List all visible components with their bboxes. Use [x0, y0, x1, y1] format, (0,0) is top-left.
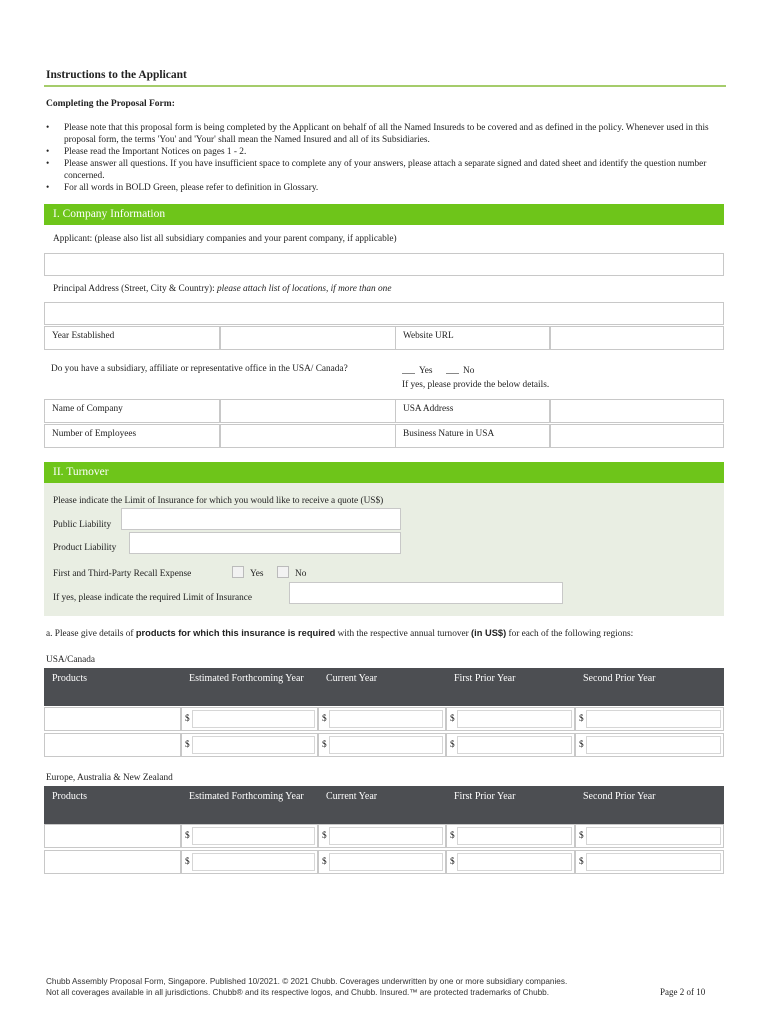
- address-label-text: Principal Address (Street, City & Country):: [53, 284, 217, 294]
- col-first-prior-year: First Prior Year: [446, 668, 575, 706]
- company-name-input[interactable]: [220, 399, 396, 423]
- page-footer: [46, 976, 567, 998]
- footer-line-2: Not all coverages available in all jurisdictions. Chubb® and its respective logos, and Chubb. Insured.™ are protected trademarks of Chubb.: [46, 988, 550, 997]
- usa-address-input[interactable]: [550, 399, 724, 423]
- employees-label: Number of Employees: [44, 424, 220, 448]
- footer-line-1: Chubb Assembly Proposal Form, Singapore. Published 10/2021. © 2021 Chubb. Coverages underwritten by one or more subsidiary companies.: [46, 977, 568, 986]
- currency-symbol: $: [450, 831, 455, 841]
- current-year-input[interactable]: [318, 824, 446, 848]
- col-first-prior-year: First Prior Year: [446, 786, 575, 824]
- details-prefix: a. Please give details of: [46, 629, 136, 639]
- page-number: Page 2 of 10: [660, 987, 706, 997]
- usa-no-checkbox[interactable]: [446, 366, 459, 374]
- recall-no-label: No: [295, 569, 307, 579]
- first-prior-year-input[interactable]: [446, 824, 575, 848]
- applicant-label: Applicant: (please also list all subsidiary companies and your parent company, if applicable): [53, 234, 397, 244]
- second-prior-year-input[interactable]: [575, 733, 724, 757]
- col-current-year: Current Year: [318, 786, 446, 824]
- address-hint: please attach list of locations, if more than one: [216, 284, 392, 294]
- second-prior-year-input[interactable]: [575, 824, 724, 848]
- col-estimated-year: Estimated Forthcoming Year: [181, 668, 318, 706]
- product-input[interactable]: [44, 824, 181, 848]
- details-bold2: (in US$): [471, 628, 507, 638]
- address-label: [53, 284, 391, 294]
- second-prior-year-input[interactable]: [575, 707, 724, 731]
- instructions-divider: [44, 85, 726, 87]
- currency-symbol: $: [185, 740, 190, 750]
- company-name-label: Name of Company: [44, 399, 220, 423]
- currency-symbol: $: [185, 857, 190, 867]
- product-input[interactable]: [44, 733, 181, 757]
- turnover-section-header: II. Turnover: [44, 462, 724, 483]
- estimated-year-input[interactable]: [181, 707, 318, 731]
- usa-office-question: Do you have a subsidiary, affiliate or representative office in the USA/ Canada?: [44, 356, 394, 396]
- product-liability-input[interactable]: [129, 532, 401, 554]
- estimated-year-input[interactable]: [181, 850, 318, 874]
- product-input[interactable]: [44, 850, 181, 874]
- currency-symbol: $: [322, 740, 327, 750]
- products-details-question: [46, 628, 633, 639]
- estimated-year-input[interactable]: [181, 733, 318, 757]
- usa-yes-checkbox[interactable]: [402, 366, 415, 374]
- limit-question: Please indicate the Limit of Insurance for which you would like to receive a quote (US$): [53, 496, 384, 506]
- current-year-input[interactable]: [318, 707, 446, 731]
- first-prior-year-input[interactable]: [446, 733, 575, 757]
- currency-symbol: $: [579, 740, 584, 750]
- col-current-year: Current Year: [318, 668, 446, 706]
- currency-symbol: $: [185, 831, 190, 841]
- currency-symbol: $: [322, 857, 327, 867]
- year-established-input[interactable]: [220, 326, 396, 350]
- currency-symbol: $: [579, 714, 584, 724]
- instruction-item: • Please note that this proposal form is being completed by the Applicant on behalf of all the Named Insureds to be covered and as defined in the policy. Whenever used in this proposal form, the terms 'You' and 'Your' shall mean the Named Insured and all of its Subsidiaries.: [46, 122, 736, 146]
- website-url-input[interactable]: [550, 326, 724, 350]
- details-middle: with the respective annual turnover: [335, 629, 472, 639]
- usa-yes-label: Yes: [419, 366, 433, 376]
- recall-yes-label: Yes: [250, 569, 264, 579]
- public-liability-label: Public Liability: [53, 520, 112, 530]
- currency-symbol: $: [185, 714, 190, 724]
- current-year-input[interactable]: [318, 850, 446, 874]
- instruction-item: • Please read the Important Notices on pages 1 - 2.: [46, 146, 736, 158]
- region-europe-aus-nz: Europe, Australia & New Zealand: [46, 773, 173, 783]
- instruction-item: • For all words in BOLD Green, please refer to definition in Glossary.: [46, 182, 736, 194]
- currency-symbol: $: [579, 831, 584, 841]
- product-input[interactable]: [44, 707, 181, 731]
- currency-symbol: $: [322, 714, 327, 724]
- recall-expense-label: First and Third-Party Recall Expense: [53, 569, 192, 579]
- currency-symbol: $: [450, 740, 455, 750]
- currency-symbol: $: [579, 857, 584, 867]
- usa-no-label: No: [463, 366, 475, 376]
- details-suffix: for each of the following regions:: [506, 629, 634, 639]
- col-second-prior-year: Second Prior Year: [575, 668, 724, 706]
- instructions-title: Instructions to the Applicant: [46, 69, 187, 81]
- website-url-label: Website URL: [395, 326, 550, 350]
- business-nature-input[interactable]: [550, 424, 724, 448]
- col-products: Products: [44, 668, 181, 706]
- col-second-prior-year: Second Prior Year: [575, 786, 724, 824]
- currency-symbol: $: [450, 714, 455, 724]
- instructions-subtitle: Completing the Proposal Form:: [46, 99, 175, 109]
- instruction-item: • Please answer all questions. If you have insufficient space to complete any of your answers, please attach a separate signed and dated sheet and identify the question number concerned.: [46, 158, 736, 182]
- current-year-input[interactable]: [318, 733, 446, 757]
- address-input[interactable]: [44, 302, 724, 325]
- public-liability-input[interactable]: [121, 508, 401, 530]
- company-section-header: I. Company Information: [44, 204, 724, 225]
- first-prior-year-input[interactable]: [446, 850, 575, 874]
- currency-symbol: $: [322, 831, 327, 841]
- estimated-year-input[interactable]: [181, 824, 318, 848]
- usa-address-label: USA Address: [395, 399, 550, 423]
- currency-symbol: $: [450, 857, 455, 867]
- first-prior-year-input[interactable]: [446, 707, 575, 731]
- required-limit-input[interactable]: [289, 582, 563, 604]
- instructions-list: [46, 122, 736, 194]
- region-usa-canada: USA/Canada: [46, 655, 96, 665]
- recall-no-checkbox[interactable]: [277, 566, 289, 578]
- col-products: Products: [44, 786, 181, 824]
- details-bold: products for which this insurance is required: [135, 628, 336, 638]
- recall-yes-checkbox[interactable]: [232, 566, 244, 578]
- business-nature-label: Business Nature in USA: [395, 424, 550, 448]
- year-established-label: Year Established: [44, 326, 220, 350]
- applicant-input[interactable]: [44, 253, 724, 276]
- employees-input[interactable]: [220, 424, 396, 448]
- required-limit-label: If yes, please indicate the required Limit of Insurance: [53, 593, 253, 603]
- second-prior-year-input[interactable]: [575, 850, 724, 874]
- product-liability-label: Product Liability: [53, 543, 117, 553]
- col-estimated-year: Estimated Forthcoming Year: [181, 786, 318, 824]
- usa-if-yes-text: If yes, please provide the below details.: [402, 380, 550, 390]
